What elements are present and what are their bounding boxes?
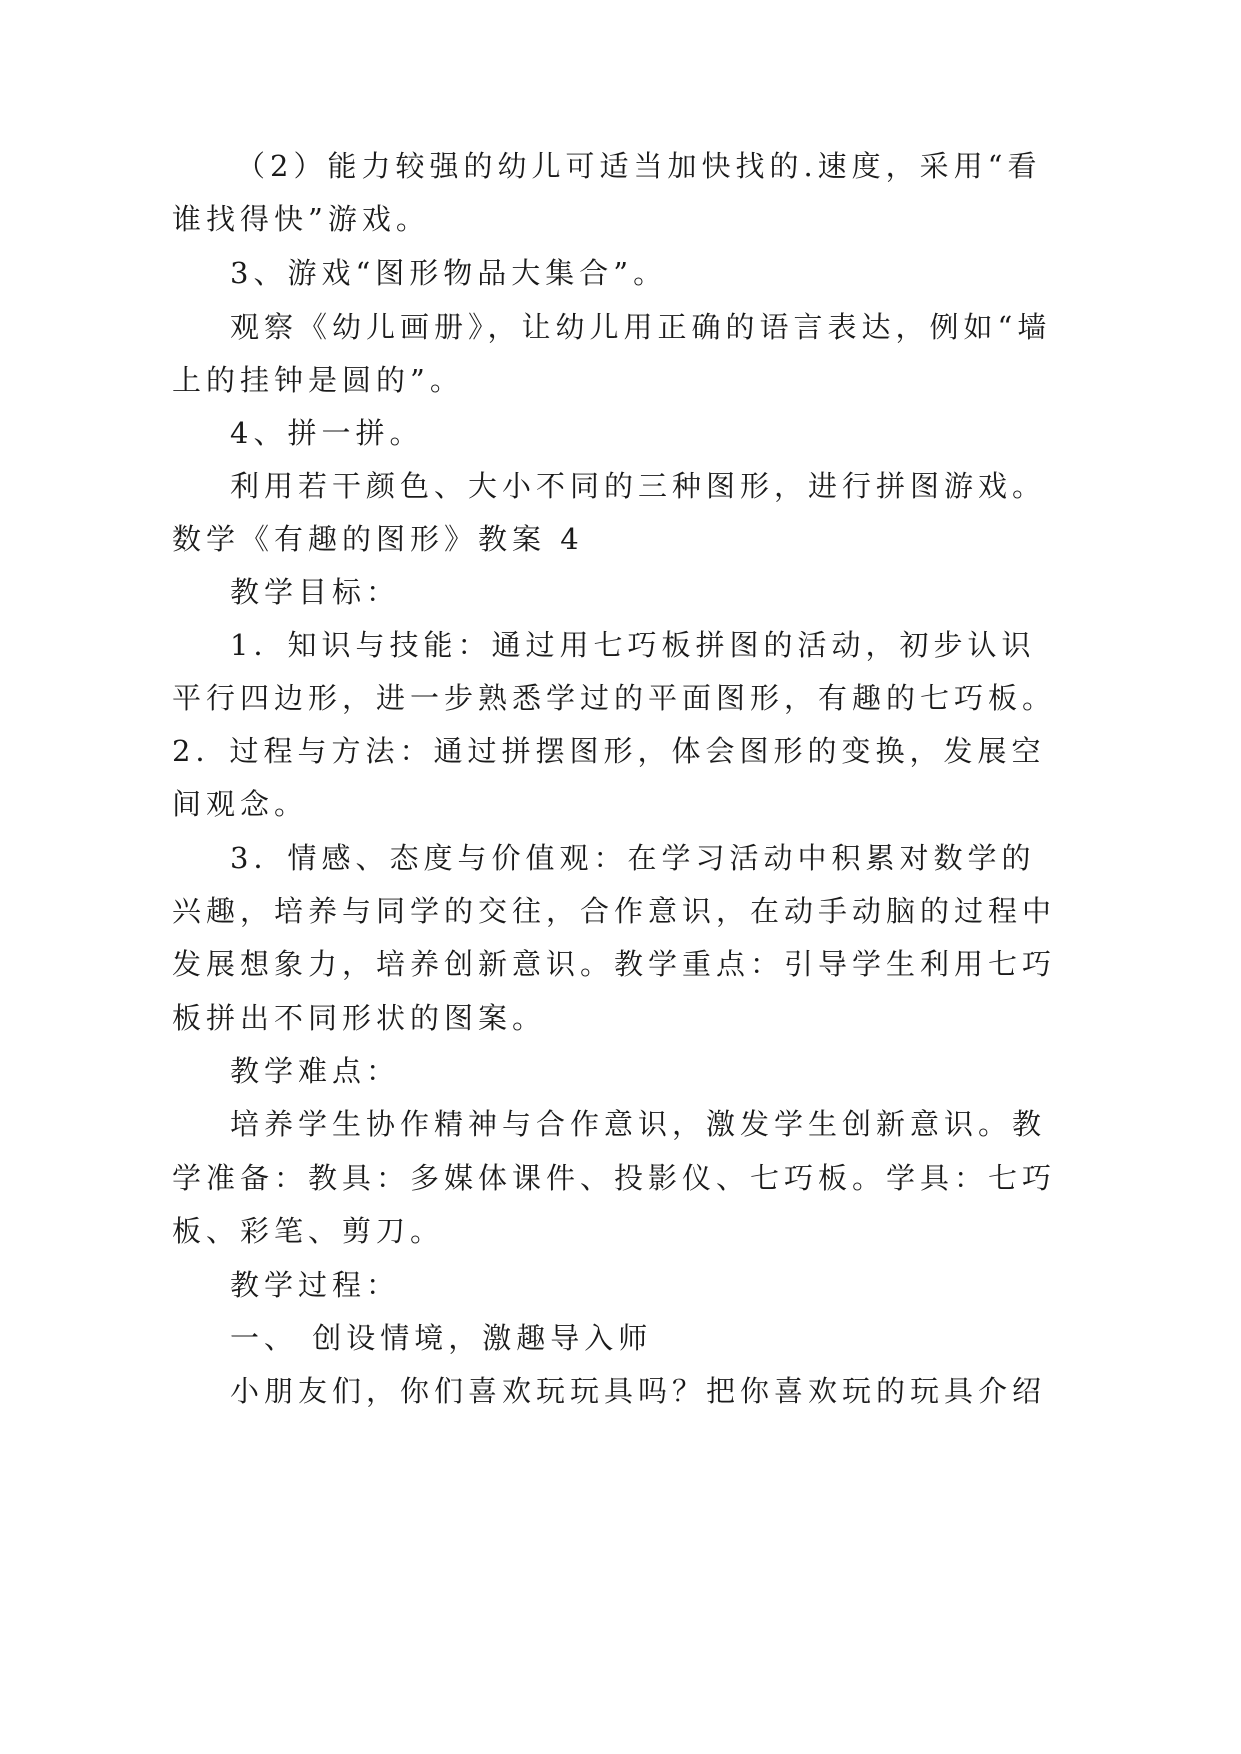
text-line: （2）能力较强的幼儿可适当加快找的.速度，采用“看 [236, 149, 1042, 183]
text-line: 谁找得快”游戏。 [172, 202, 430, 236]
text-line: 平行四边形，进一步熟悉学过的平面图形，有趣的七巧板。 [172, 681, 1057, 715]
text-line: 2．过程与方法：通过拼摆图形，体会图形的变换，发展空 [172, 734, 1046, 768]
text-line: 板、彩笔、剪刀。 [172, 1214, 445, 1248]
text-line: 兴趣，培养与同学的交往，合作意识，在动手动脑的过程中 [172, 894, 1057, 928]
text-line: 板拼出不同形状的图案。 [172, 1001, 547, 1035]
text-line: 1．知识与技能：通过用七巧板拼图的活动，初步认识 [230, 628, 1036, 662]
text-line: 小朋友们，你们喜欢玩玩具吗？把你喜欢玩的玩具介绍 [230, 1374, 1047, 1408]
text-line: 4、拼一拼。 [230, 416, 424, 450]
text-line: 一、 创设情境，激趣导入师 [230, 1321, 653, 1355]
text-line: 上的挂钟是圆的”。 [172, 363, 464, 397]
text-line: 培养学生协作精神与合作意识，激发学生创新意识。教 [230, 1107, 1047, 1141]
text-line: 间观念。 [172, 787, 309, 821]
text-line: 观察《幼儿画册》，让幼儿用正确的语言表达，例如“墙 [230, 310, 1052, 344]
text-line: 3．情感、态度与价值观：在学习活动中积累对数学的 [230, 841, 1036, 875]
text-line: 教学目标： [230, 575, 401, 609]
text-line: 3、游戏“图形物品大集合”。 [230, 256, 668, 290]
text-line: 教学难点： [230, 1054, 401, 1088]
text-line: 发展想象力，培养创新意识。教学重点：引导学生利用七巧 [172, 947, 1057, 981]
text-line: 学准备：教具：多媒体课件、投影仪、七巧板。学具：七巧 [172, 1161, 1057, 1195]
text-line: 利用若干颜色、大小不同的三种图形，进行拼图游戏。 [230, 469, 1047, 503]
heading: 数学《有趣的图形》教案 4 [172, 522, 584, 556]
text-line: 教学过程： [230, 1268, 401, 1302]
